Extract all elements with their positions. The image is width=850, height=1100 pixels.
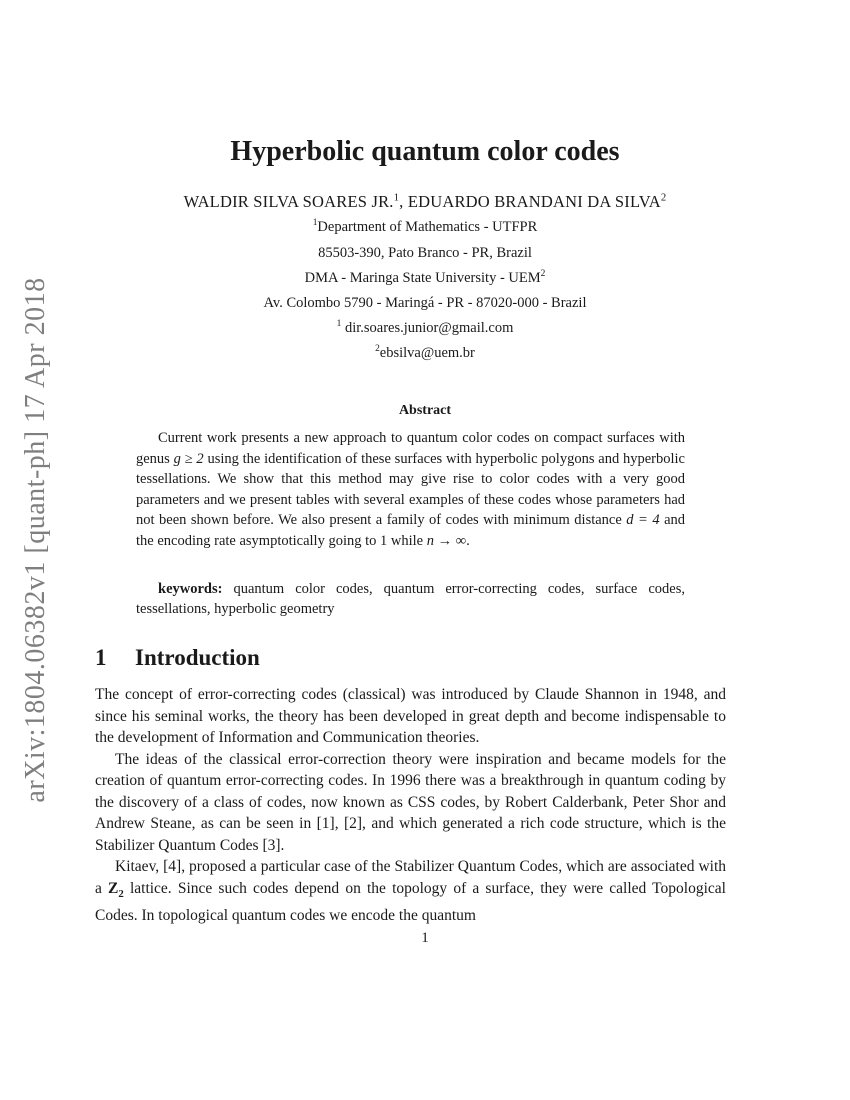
body-math-z-subscript: 2 xyxy=(118,887,124,900)
author-2-affiliation-mark: 2 xyxy=(660,191,667,204)
affiliation-2 xyxy=(0,270,850,287)
keywords-text: quantum color codes, quantum error-correcting codes, surface codes, tessellations, hyperbolic geometry xyxy=(136,581,685,617)
abstract-text-part-3: and the encoding rate asymptotically going to 1 while xyxy=(136,512,686,549)
affiliation-1-address: 85503-390, Pato Branco - PR, Brazil xyxy=(318,245,532,261)
section-heading xyxy=(95,645,260,671)
author-1-affiliation-mark: 1 xyxy=(393,191,400,204)
body-paragraph-3 xyxy=(95,856,726,927)
body-paragraph-2: The ideas of the classical error-correction theory were inspiration and became models for the creation of quantum error-correcting codes. In 1996 there was a breakthrough in quantum coding by the discovery of a class of codes, now known as CSS codes, by Robert Calderbank, Peter Shor and Andrew Steane, as can be seen in [1], [2], and which generated a rich code structure, which is the Stabilizer Quantum Codes [3]. xyxy=(95,750,726,854)
abstract-text-part-2: using the identification of these surfaces with hyperbolic polygons and hyperbolic tessellations. We show that this method may give rise to color codes with a very good parameters and we present tables with several examples of these codes whose parameters had not been shown before. We also present a family of codes with minimum distance xyxy=(136,450,685,529)
arxiv-identifier: arXiv:1804.06382v1 [quant-ph] 17 Apr 2018 xyxy=(20,277,51,803)
affiliation-2-address: Av. Colombo 5790 - Maringá - PR - 87020-000 - Brazil xyxy=(263,295,587,311)
abstract-math-genus: g ≥ 2 xyxy=(173,450,204,467)
affiliation-2-text: DMA - Maringa State University - UEM xyxy=(304,270,541,286)
abstract-text-end: . xyxy=(466,532,470,549)
email-1 xyxy=(0,320,850,337)
author-1: WALDIR SILVA SOARES JR. xyxy=(183,192,394,211)
abstract-heading: Abstract xyxy=(398,403,452,418)
email-2-mark: 2 xyxy=(375,344,380,355)
body-paragraph-3-part-2: lattice. Since such codes depend on the topology of a surface, they were called Topological Codes. In topological quantum codes we encode the quantum xyxy=(95,879,726,925)
email-1-mark: 1 xyxy=(336,319,342,330)
email-2 xyxy=(0,345,850,362)
keywords-label: keywords: xyxy=(158,581,223,597)
affiliation-1 xyxy=(0,219,850,236)
abstract-body xyxy=(136,428,685,552)
body-paragraph-1: The concept of error-correcting codes (classical) was introduced by Claude Shannon in 1948, and since his seminal works, the theory has been developed in great depth and become indispensable to the development of Information and Communication theories. xyxy=(95,686,726,746)
email-1-address[interactable]: dir.soares.junior@gmail.com xyxy=(341,320,514,336)
page-number: 1 xyxy=(421,930,429,946)
section-title: Introduction xyxy=(135,645,260,670)
body-math-z: Z xyxy=(108,879,119,897)
author-separator: , xyxy=(399,192,408,211)
section-body xyxy=(95,684,726,927)
section-number: 1 xyxy=(95,645,107,670)
author-line xyxy=(0,192,850,212)
keywords-block xyxy=(136,579,685,619)
abstract-paragraph xyxy=(136,428,685,552)
body-paragraph-3-part-1: Kitaev, [4], proposed a particular case of the Stabilizer Quantum Codes, which are associated with a xyxy=(95,858,726,897)
affiliation-2-mark: 2 xyxy=(540,269,546,280)
email-2-address[interactable]: ebsilva@uem.br xyxy=(379,345,475,361)
abstract-text-part-1: Current work presents a new approach to quantum color codes on compact surfaces with genus xyxy=(136,430,685,467)
abstract-math-limit: n → ∞ xyxy=(426,532,467,549)
affiliation-1-text: Department of Mathematics - UTFPR xyxy=(317,219,538,235)
paper-title: Hyperbolic quantum color codes xyxy=(230,136,620,167)
abstract-math-distance: d = 4 xyxy=(626,512,660,529)
author-2: EDUARDO BRANDANI DA SILVA xyxy=(407,192,661,211)
affiliation-1-mark: 1 xyxy=(312,218,318,229)
